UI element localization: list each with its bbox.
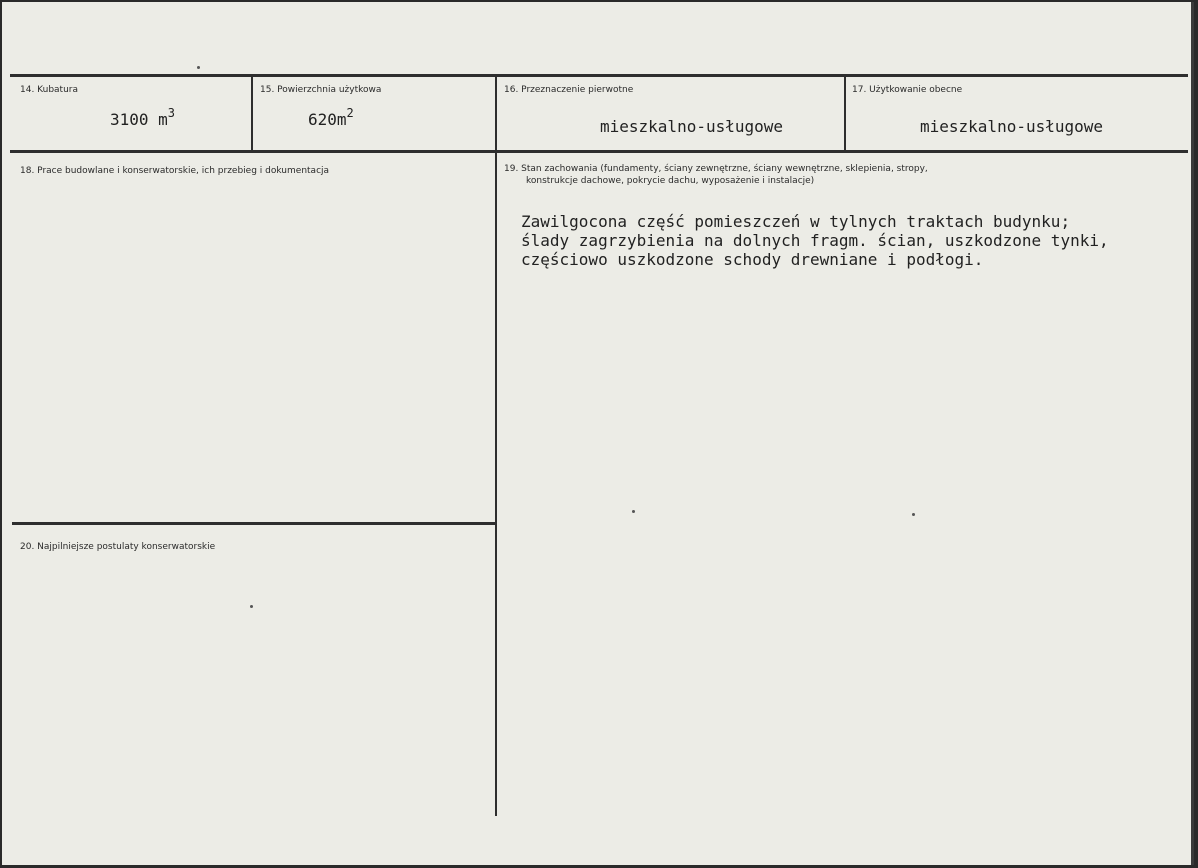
- speck: [250, 605, 253, 608]
- field-15-number: 620m: [308, 110, 347, 129]
- field-17-label: 17. Użytkowanie obecne: [852, 85, 963, 95]
- speck: [197, 66, 200, 69]
- field-14-number: 3100 m: [110, 110, 168, 129]
- field-14-value: [110, 106, 176, 129]
- divider-14-15: [251, 76, 253, 152]
- field-15-label: 15. Powierzchnia użytkowa: [260, 85, 382, 95]
- field-17-value: mieszkalno-usługowe: [920, 117, 1104, 136]
- field-18-label: 18. Prace budowlane i konserwatorskie, ich przebieg i dokumentacja: [20, 166, 330, 176]
- field-19-label-line-1: 19. Stan zachowania (fundamenty, ściany zewnętrzne, ściany wewnętrzne, sklepienia, stropy,: [504, 164, 928, 174]
- field-20-label: 20. Najpilniejsze postulaty konserwatorskie: [20, 542, 216, 552]
- field-16-label: 16. Przeznaczenie pierwotne: [504, 85, 634, 95]
- record-card: [2, 2, 1194, 865]
- header-bottom-rule: [10, 150, 1188, 153]
- field-16-value: mieszkalno-usługowe: [600, 117, 784, 136]
- divider-main: [495, 76, 497, 816]
- field-14-exponent: 3: [167, 106, 176, 120]
- field-19-text-line-1: Zawilgocona część pomieszczeń w tylnych traktach budynku;: [521, 212, 1071, 231]
- top-rule: [10, 74, 1188, 77]
- field-19-text: [521, 212, 1109, 269]
- section-20-rule: [12, 522, 496, 525]
- field-19-text-line-2: ślady zagrzybienia na dolnych fragm. ścian, uszkodzone tynki,: [521, 231, 1109, 250]
- field-19-label-line-2: konstrukcje dachowe, pokrycie dachu, wyposażenie i instalacje): [526, 176, 815, 186]
- field-15-value: [308, 106, 354, 129]
- field-14-label: 14. Kubatura: [20, 85, 79, 95]
- field-15-exponent: 2: [346, 106, 354, 120]
- divider-16-17: [844, 76, 846, 152]
- speck: [632, 510, 635, 513]
- field-19-text-line-3: częściowo uszkodzone schody drewniane i podłogi.: [521, 250, 984, 269]
- speck: [912, 513, 915, 516]
